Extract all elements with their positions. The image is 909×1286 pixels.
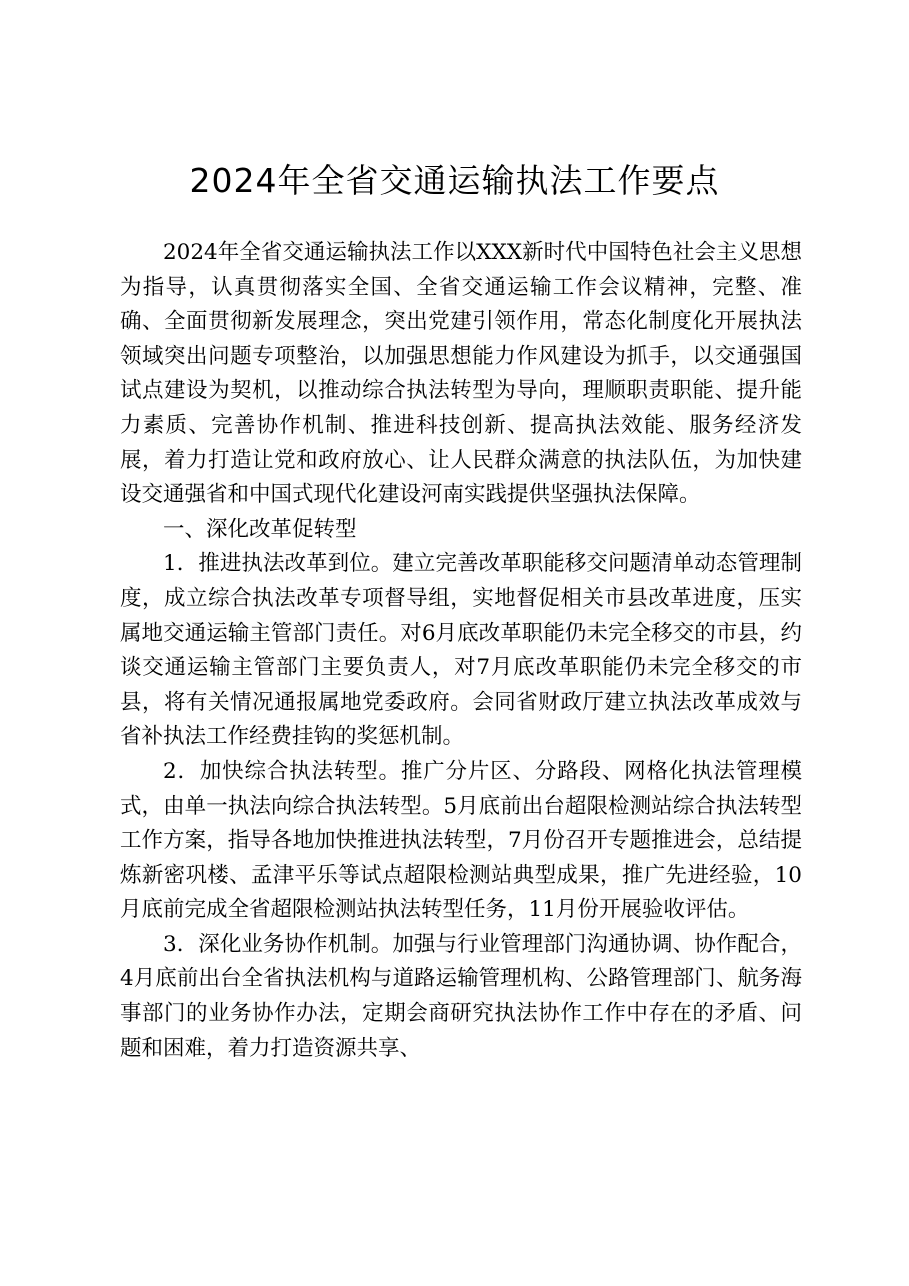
item-paragraph-2: 2．加快综合执法转型。推广分片区、分路段、网格化执法管理模式，由单一执法向综合执法转型。5月底前出台超限检测站综合执法转型工作方案，指导各地加快推进执法转型，7月份召开专题推进会，总结提炼新密巩楼、孟津平乐等试点超限检测站典型成果，推广先进经验，10月底前完成全省超限检测站执法转型任务，11月份开展验收评估。 <box>120 758 802 923</box>
intro-paragraph: 2024年全省交通运输执法工作以XXX新时代中国特色社会主义思想为指导，认真贯彻落实全国、全省交通运输工作会议精神，完整、准确、全面贯彻新发展理念，突出党建引领作用，常态化制度化开展执法领域突出问题专项整治，以加强思想能力作风建设为抓手，以交通强国试点建设为契机，以推动综合执法转型为导向，理顺职责职能、提升能力素质、完善协作机制、推进科技创新、提高执法效能、服务经济发展，着力打造让党和政府放心、让人民群众满意的执法队伍，为加快建设交通强省和中国式现代化建设河南实践提供坚强执法保障。 <box>120 240 802 508</box>
document-title: 2024年全省交通运输执法工作要点 <box>189 161 720 200</box>
item-paragraph-1: 1．推进执法改革到位。建立完善改革职能移交问题清单动态管理制度，成立综合执法改革专项督导组，实地督促相关市县改革进度，压实属地交通运输主管部门责任。对6月底改革职能仍未完全移交的市县，约谈交通运输主管部门主要负责人，对7月底改革职能仍未完全移交的市县，将有关情况通报属地党委政府。会同省财政厅建立执法改革成效与省补执法工作经费挂钩的奖惩机制。 <box>120 551 802 750</box>
document-body <box>120 236 802 1066</box>
section-heading: 一、深化改革促转型 <box>163 516 357 542</box>
item-paragraph-3: 3．深化业务协作机制。加强与行业管理部门沟通协调、协作配合，4月底前出台全省执法机构与道路运输管理机构、公路管理部门、航务海事部门的业务协作办法，定期会商研究执法协作工作中存在的矛盾、问题和困难，着力打造资源共享、 <box>120 931 802 1061</box>
